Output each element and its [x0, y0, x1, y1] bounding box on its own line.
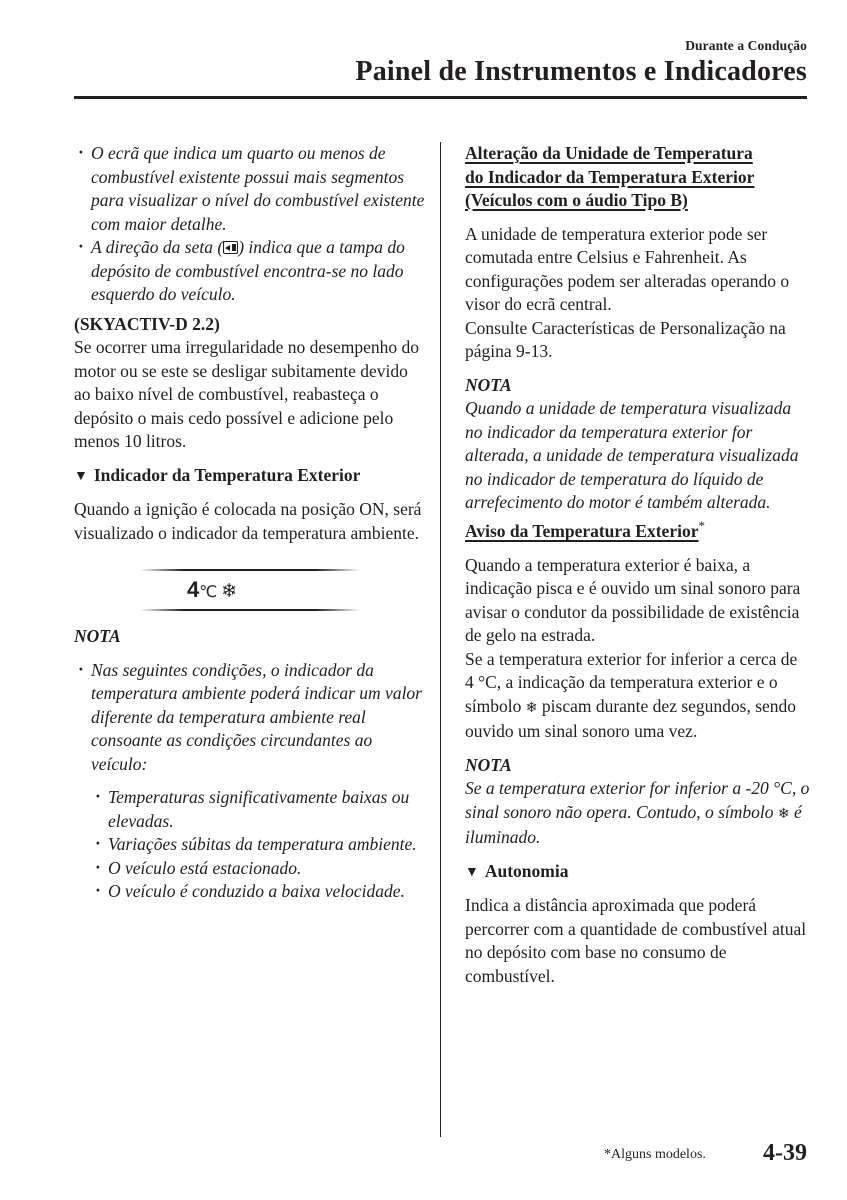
triangle-icon: ▼: [74, 468, 88, 484]
snowflake-icon: ❄: [777, 805, 790, 822]
skyactiv-text: Se ocorrer uma irregularidade no desempenho do motor ou se este se desligar subitamente devido ao baixo nível de combustível, reabasteça o depósito o mais cedo possível e adicione pelo menos 10 litros.: [74, 337, 420, 451]
bullet-item: · Nas seguintes condições, o indicador da temperatura ambiente poderá indicar um valor diferente da temperatura ambiente real consoante as condições circundantes ao veículo:: [74, 659, 426, 777]
list-item: · O veículo é conduzido a baixa velocidade.: [91, 880, 426, 904]
temperature-display: [100, 569, 400, 611]
range-heading-text: Autonomia: [484, 860, 569, 881]
bullet-text-before: A direção da seta (: [91, 237, 224, 257]
nota-label: NOTA: [465, 754, 512, 775]
nota-text-after: é iluminado.: [465, 801, 802, 848]
bullet-item: [74, 236, 426, 307]
left-column: [74, 142, 426, 904]
temperature-heading: [74, 464, 426, 489]
temperature-readout: [187, 577, 237, 606]
snowflake-icon: ❄: [525, 699, 538, 716]
fuel-door-arrow-icon: [223, 241, 238, 254]
unit-heading-line: Alteração da Unidade de Temperatura: [465, 143, 753, 163]
right-column: [465, 142, 810, 988]
warning-text: Quando a temperatura exterior é baixa, a indicação pisca e é ouvido um sinal sonoro para avisar o condutor da possibilidade de existência de gelo na estrada.: [465, 554, 801, 646]
title-rule: [74, 96, 807, 99]
temperature-text: Quando a ignição é colocada na posição ON, será visualizado o indicador da temperatura ambiente.: [74, 499, 422, 543]
snowflake-icon: ❄: [221, 580, 238, 602]
unit-heading-line: do Indicador da Temperatura Exterior: [465, 166, 755, 187]
warning-text-2: [465, 648, 810, 744]
section-label: Durante a Condução: [685, 38, 807, 53]
unit-text: A unidade de temperatura exterior pode ser comutada entre Celsius e Fahrenheit. As configurações podem ser alteradas operando o visor do ecrã central.: [465, 223, 790, 314]
nota-text: [465, 777, 810, 850]
conditions-list: [91, 786, 426, 904]
list-item: · Temperaturas significativamente baixas ou elevadas.: [91, 786, 426, 833]
page-number: 4-39: [763, 1140, 807, 1166]
nota-label: NOTA: [465, 374, 512, 395]
list-item: · O veículo está estacionado.: [91, 857, 426, 881]
unit-heading: [465, 143, 754, 210]
range-text: Indica a distância aproximada que poderá percorrer com a quantidade de combustível atual no depósito com base no consumo de combustível.: [465, 895, 807, 986]
celsius-unit: ℃: [199, 584, 218, 601]
range-heading: [465, 860, 810, 885]
column-divider: [440, 142, 441, 1137]
warning-heading-text: Aviso da Temperatura Exterior: [465, 521, 699, 542]
footnote-mark: *: [698, 518, 705, 534]
temperature-heading-text: Indicador da Temperatura Exterior: [93, 464, 361, 485]
triangle-icon: ▼: [465, 864, 479, 880]
page-title: Painel de Instrumentos e Indicadores: [355, 56, 807, 87]
warning-text-2-before: Se a temperatura exterior for inferior a cerca de 4 °C, a indicação da temperatura exterior e o símbolo: [465, 648, 798, 716]
temperature-value: 4: [187, 577, 200, 602]
display-top-line: [140, 569, 360, 571]
warning-heading: [465, 518, 705, 542]
bullet-item: · O ecrã que indica um quarto ou menos de combustível existente possui mais segmentos para visualizar o nível do combustível existente com maior detalhe.: [74, 142, 426, 236]
unit-reference: Consulte Características de Personalização na página 9-13.: [465, 317, 786, 361]
display-bottom-line: [140, 609, 360, 611]
warning-text-2-after: piscam durante dez segundos, sendo ouvido um sinal sonoro uma vez.: [465, 695, 797, 742]
skyactiv-heading: (SKYACTIV-D 2.2): [74, 313, 220, 334]
nota-label: NOTA: [74, 626, 121, 646]
bullet-text-after: ) indica que a tampa do depósito de combustível encontra-se no lado esquerdo do veículo.: [91, 237, 405, 304]
list-item: · Variações súbitas da temperatura ambiente.: [91, 833, 426, 857]
nota-text-before: Se a temperatura exterior for inferior a -20 °C, o sinal sonoro não opera. Contudo, o símbolo: [465, 778, 810, 822]
nota-text: Quando a unidade de temperatura visualizada no indicador da temperatura exterior for alterada, a unidade de temperatura visualizada no indicador de temperatura do líquido de arrefecimento do motor é também alterada.: [465, 398, 799, 512]
unit-heading-line: (Veículos com o áudio Tipo B): [465, 190, 688, 210]
footnote: *Alguns modelos.: [604, 1147, 706, 1162]
